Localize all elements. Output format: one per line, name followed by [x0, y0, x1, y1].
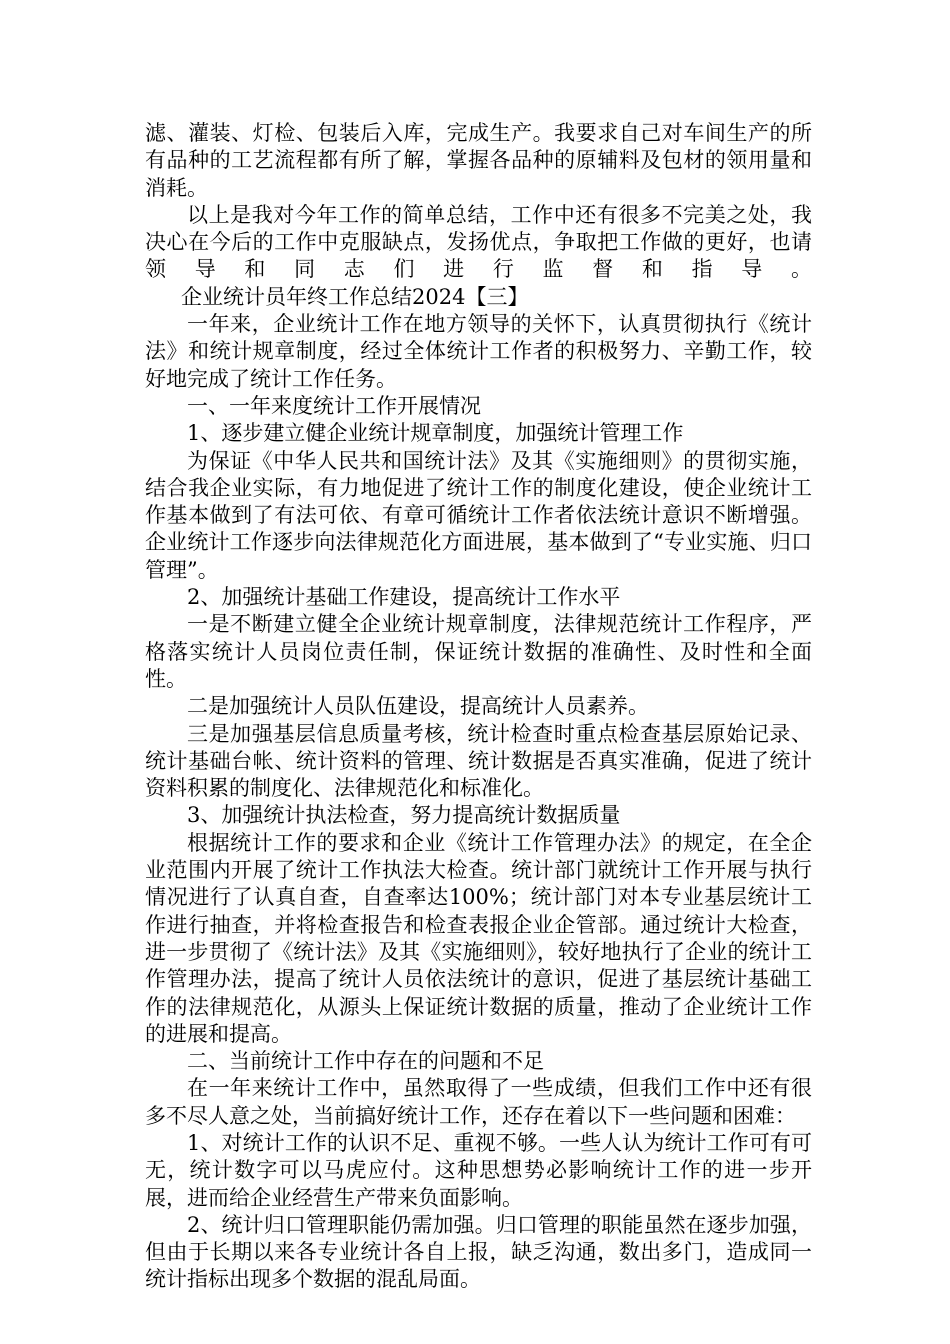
paragraph-text: 以上是我对今年工作的简单总结，工作中还有很多不完美之处，我决心在今后的工作中克服缺点，发扬优点，争取把工作做的更好，也请领导和同志们进行监督和指导。 — [145, 202, 812, 282]
paragraph — [145, 202, 812, 311]
paragraph: 2、统计归口管理职能仍需加强。归口管理的职能虽然在逐步加强，但由于长期以来各专业统计各自上报，缺乏沟通，数出多门，造成同一统计指标出现多个数据的混乱局面。 — [145, 1212, 812, 1292]
subsection-heading: 3、加强统计执法检查，努力提高统计数据质量 — [187, 803, 621, 828]
paragraph: 二是加强统计人员队伍建设，提高统计人员素养。 — [187, 694, 649, 719]
paragraph: 滤、灌装、灯检、包装后入库，完成生产。我要求自己对车间生产的所有品种的工艺流程都有所了解，掌握各品种的原辅料及包材的领用量和消耗。 — [145, 121, 812, 200]
section-heading: 一、一年来度统计工作开展情况 — [187, 393, 481, 418]
paragraph: 一年来，企业统计工作在地方领导的关怀下，认真贯彻执行《统计法》和统计规章制度，经过全体统计工作者的积极努力、辛勤工作，较好地完成了统计工作任务。 — [145, 312, 812, 391]
paragraph: 根据统计工作的要求和企业《统计工作管理办法》的规定，在全企业范围内开展了统计工作执法大检查。统计部门就统计工作开展与执行情况进行了认真自查，自查率达100%；统计部门对本专业基层统计工作进行抽查，并将检查报告和检查表报企业企管部。通过统计大检查，进一步贯彻了《统计法》及其《实施细则》，较好地执行了企业的统计工作管理办法，提高了统计人员依法统计的意识，促进了基层统计基础工作的法律规范化，从源头上保证统计数据的质量，推动了企业统计工作的进展和提高。 — [145, 830, 812, 1046]
paragraph: 一是不断建立健全企业统计规章制度，法律规范统计工作程序，严格落实统计人员岗位责任制，保证统计数据的准确性、及时性和全面性。 — [145, 612, 812, 691]
paragraph: 为保证《中华人民共和国统计法》及其《实施细则》的贯彻实施，结合我企业实际，有力地促进了统计工作的制度化建设，使企业统计工作基本做到了有法可依、有章可循统计工作者依法统计意识不断增强。企业统计工作逐步向法律规范化方面进展，基本做到了“专业实施、归口管理”。 — [145, 448, 812, 582]
document-page — [145, 120, 812, 1294]
subsection-heading: 2、加强统计基础工作建设，提高统计工作水平 — [187, 585, 621, 610]
section-heading: 企业统计员年终工作总结2024【三】 — [181, 284, 529, 309]
paragraph: 1、对统计工作的认识不足、重视不够。一些人认为统计工作可有可无，统计数字可以马虎应付。这种思想势必影响统计工作的进一步开展，进而给企业经营生产带来负面影响。 — [145, 1130, 812, 1210]
paragraph: 三是加强基层信息质量考核，统计检查时重点检查基层原始记录、统计基础台帐、统计资料的管理、统计数据是否真实准确，促进了统计资料积累的制度化、法律规范化和标准化。 — [145, 721, 812, 801]
paragraph: 在一年来统计工作中，虽然取得了一些成绩，但我们工作中还有很多不尽人意之处，当前搞好统计工作，还存在着以下一些问题和困难： — [145, 1076, 812, 1128]
subsection-heading: 1、逐步建立健企业统计规章制度，加强统计管理工作 — [187, 421, 684, 446]
section-heading: 二、当前统计工作中存在的问题和不足 — [187, 1049, 544, 1074]
